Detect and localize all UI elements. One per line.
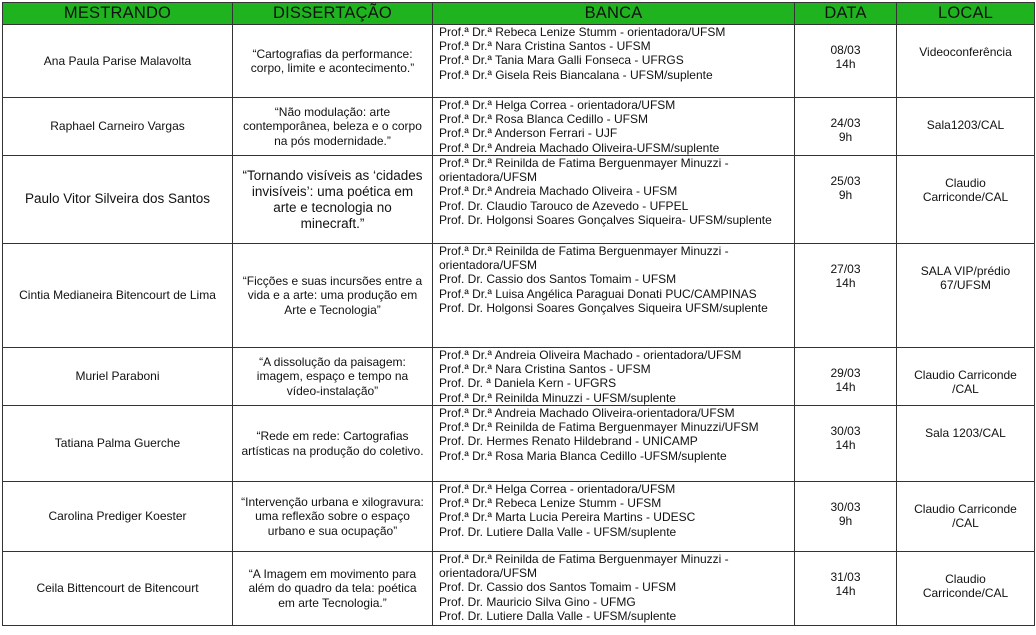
banca-member: Prof.ª Dr.ª Nara Cristina Santos - UFSM xyxy=(439,39,651,54)
time-value: 14h xyxy=(835,276,856,291)
dissertacao-cell: “Ficções e suas incursões entre a vida e a arte: uma produção em Arte e Tecnologia” xyxy=(233,244,433,348)
mestrando-cell: Raphael Carneiro Vargas xyxy=(3,98,233,156)
banca-member: Prof.ª Dr.ª Tania Mara Galli Fonseca - UFRGS xyxy=(439,53,684,68)
header-banca: BANCA xyxy=(433,3,795,25)
data-cell xyxy=(795,552,897,626)
banca-cell xyxy=(433,244,795,348)
banca-member: Prof. Dr. Holgonsi Soares Gonçalves Siqueira- UFSM/suplente xyxy=(439,212,772,227)
banca-member: Prof.ª Dr.ª Reinilda de Fatima Berguenmayer Minuzzi/UFSM xyxy=(439,420,759,435)
local-cell: Claudio Carriconde/CAL xyxy=(897,156,1035,244)
header-data: DATA xyxy=(795,3,897,25)
data-cell xyxy=(795,406,897,482)
banca-member: Prof. Dr. Hermes Renato Hildebrand - UNICAMP xyxy=(439,434,698,449)
dissertacao-cell: “Intervenção urbana e xilogravura: uma reflexão sobre o espaço urbano e sua ocupação” xyxy=(233,482,433,552)
time-value: 9h xyxy=(838,188,853,203)
mestrando-cell: Paulo Vitor Silveira dos Santos xyxy=(3,156,233,244)
mestrando-cell: Muriel Paraboni xyxy=(3,348,233,406)
time-value: 14h xyxy=(835,380,856,395)
banca-member: Prof. Dr. ª Daniela Kern - UFGRS xyxy=(439,376,617,391)
table-row xyxy=(3,552,1035,626)
banca-member: Prof.ª Dr.ª Nara Cristina Santos - UFSM xyxy=(439,362,651,377)
banca-member: Prof. Dr. Claudio Tarouco de Azevedo - UFPEL xyxy=(439,198,689,213)
time-value: 9h xyxy=(838,514,853,529)
banca-member: Prof.ª Dr.ª Andreia Machado Oliveira-UFSM/suplente xyxy=(439,140,720,155)
header-row xyxy=(3,3,1035,25)
data-cell xyxy=(795,156,897,244)
banca-cell xyxy=(433,482,795,552)
banca-member: Prof.ª Dr.ª Anderson Ferrari - UJF xyxy=(439,126,618,141)
data-cell xyxy=(795,482,897,552)
table-row xyxy=(3,406,1035,482)
banca-member: Prof.ª Dr.ª Rebeca Lenize Stumm - orientadora/UFSM xyxy=(439,25,726,39)
table-row xyxy=(3,156,1035,244)
table-row xyxy=(3,482,1035,552)
banca-member: Prof.ª Dr.ª Andreia Machado Oliveira-orientadora/UFSM xyxy=(439,406,735,420)
data-cell xyxy=(795,348,897,406)
mestrando-cell: Carolina Prediger Koester xyxy=(3,482,233,552)
local-cell: Claudio Carriconde /CAL xyxy=(897,348,1035,406)
mestrando-cell: Tatiana Palma Guerche xyxy=(3,406,233,482)
banca-member: Prof.ª Dr.ª Luisa Angélica Paraguai Donati PUC/CAMPINAS xyxy=(439,286,757,301)
banca-member: Prof.ª Dr.ª Marta Lucia Pereira Martins - UDESC xyxy=(439,510,696,525)
time-value: 14h xyxy=(835,57,856,72)
banca-member: Prof.ª Dr.ª Helga Correa - orientadora/UFSM xyxy=(439,98,676,112)
banca-cell xyxy=(433,25,795,98)
banca-member: Prof. Dr. Cassio dos Santos Tomaim - UFSM xyxy=(439,272,677,287)
date-value: 29/03 xyxy=(830,366,861,380)
date-value: 24/03 xyxy=(830,116,861,130)
defense-schedule-table xyxy=(2,2,1035,626)
date-value: 08/03 xyxy=(830,43,861,57)
mestrando-cell: Ana Paula Parise Malavolta xyxy=(3,25,233,98)
time-value: 14h xyxy=(835,584,856,599)
mestrando-cell: Ceila Bittencourt de Bitencourt xyxy=(3,552,233,626)
banca-member: Prof.ª Dr.ª Andreia Machado Oliveira - UFSM xyxy=(439,184,678,199)
header-mestrando: MESTRANDO xyxy=(3,3,233,25)
time-value: 14h xyxy=(835,438,856,453)
table-row xyxy=(3,348,1035,406)
dissertacao-cell: “Rede em rede: Cartografias artísticas na produção do coletivo. xyxy=(233,406,433,482)
banca-member: Prof.ª Dr.ª Reinilda Minuzzi - UFSM/suplente xyxy=(439,390,676,405)
date-value: 27/03 xyxy=(830,262,861,276)
banca-cell xyxy=(433,98,795,156)
banca-cell xyxy=(433,348,795,406)
banca-member: Prof.ª Dr.ª Reinilda de Fatima Berguenmayer Minuzzi - orientadora/UFSM xyxy=(439,244,729,273)
header-dissertacao: DISSERTAÇÃO xyxy=(233,3,433,25)
banca-member: Prof.ª Dr.ª Reinilda de Fatima Berguenmayer Minuzzi - orientadora/UFSM xyxy=(439,156,729,185)
date-value: 30/03 xyxy=(830,500,861,514)
banca-member: Prof.ª Dr.ª Rosa Blanca Cedillo - UFSM xyxy=(439,112,648,127)
banca-member: Prof.ª Dr.ª Rebeca Lenize Stumm - UFSM xyxy=(439,496,662,511)
banca-member: Prof.ª Dr.ª Rosa Maria Blanca Cedillo -UFSM/suplente xyxy=(439,448,727,463)
local-cell: Sala 1203/CAL xyxy=(897,406,1035,482)
local-cell: SALA VIP/prédio 67/UFSM xyxy=(897,244,1035,348)
time-value: 9h xyxy=(838,130,853,145)
banca-cell xyxy=(433,552,795,626)
data-cell xyxy=(795,25,897,98)
banca-member: Prof. Dr. Mauricio Silva Gino - UFMG xyxy=(439,594,636,609)
banca-member: Prof.ª Dr.ª Gisela Reis Biancalana - UFSM/suplente xyxy=(439,67,713,82)
dissertacao-cell: “Tornando visíveis as ‘cidades invisíveis’: uma poética em arte e tecnologia no minecraft.” xyxy=(233,156,433,244)
dissertacao-cell: “Cartografias da performance: corpo, limite e acontecimento.” xyxy=(233,25,433,98)
local-cell: Claudio Carriconde /CAL xyxy=(897,482,1035,552)
local-cell: Claudio Carriconde/CAL xyxy=(897,552,1035,626)
banca-member: Prof. Dr. Cassio dos Santos Tomaim - UFSM xyxy=(439,580,677,595)
banca-member: Prof. Dr. Lutiere Dalla Valle - UFSM/suplente xyxy=(439,608,677,623)
table-row xyxy=(3,98,1035,156)
date-value: 31/03 xyxy=(830,570,861,584)
local-cell: Sala1203/CAL xyxy=(897,98,1035,156)
banca-cell xyxy=(433,156,795,244)
banca-cell xyxy=(433,406,795,482)
table-row xyxy=(3,25,1035,98)
banca-member: Prof. Dr. Lutiere Dalla Valle - UFSM/suplente xyxy=(439,524,677,539)
data-cell xyxy=(795,244,897,348)
data-cell xyxy=(795,98,897,156)
date-value: 30/03 xyxy=(830,424,861,438)
header-local: LOCAL xyxy=(897,3,1035,25)
banca-member: Prof.ª Dr.ª Reinilda de Fatima Berguenmayer Minuzzi - orientadora/UFSM xyxy=(439,552,729,581)
date-value: 25/03 xyxy=(830,174,861,188)
mestrando-cell: Cintia Medianeira Bitencourt de Lima xyxy=(3,244,233,348)
dissertacao-cell: “Não modulação: arte contemporânea, beleza e o corpo na pós modernidade.” xyxy=(233,98,433,156)
dissertacao-cell: “A dissolução da paisagem: imagem, espaço e tempo na vídeo-instalação” xyxy=(233,348,433,406)
dissertacao-cell: “A Imagem em movimento para além do quadro da tela: poética em arte Tecnologia.” xyxy=(233,552,433,626)
banca-member: Prof.ª Dr.ª Andreia Oliveira Machado - orientadora/UFSM xyxy=(439,348,742,362)
banca-member: Prof. Dr. Holgonsi Soares Gonçalves Siqueira UFSM/suplente xyxy=(439,300,768,315)
table-row xyxy=(3,244,1035,348)
banca-member: Prof.ª Dr.ª Helga Correa - orientadora/UFSM xyxy=(439,482,676,496)
local-cell: Videoconferência xyxy=(897,25,1035,98)
